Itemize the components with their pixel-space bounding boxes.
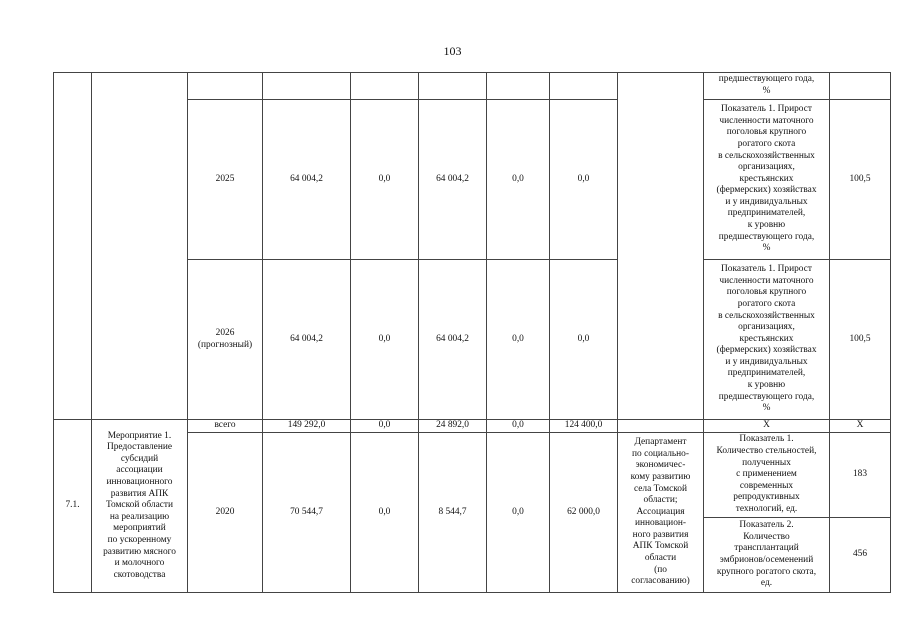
total-cell: 149 292,0 [263, 420, 351, 433]
other-sources-cell: 0,0 [550, 260, 618, 420]
measure-name-cell [92, 73, 188, 420]
other-sources-cell: 124 400,0 [550, 420, 618, 433]
total-cell: 64 004,2 [263, 260, 351, 420]
total-cell: 70 544,7 [263, 433, 351, 593]
year-cell: 2020 [188, 433, 263, 593]
table-row [54, 73, 891, 100]
number-cell [54, 73, 92, 420]
regional-budget-cell: 64 004,2 [419, 260, 487, 420]
year-cell: 2026 (прогнозный) [188, 260, 263, 420]
regional-budget-cell: 8 544,7 [419, 433, 487, 593]
year-cell [188, 73, 263, 100]
indicator-cell: предшествующего года, % [704, 73, 830, 100]
budget-table [53, 72, 891, 593]
federal-budget-cell: 0,0 [351, 260, 419, 420]
executor-cell [618, 73, 704, 420]
other-sources-cell: 0,0 [550, 100, 618, 260]
indicator-cell: Показатель 1. Прирост численности маточного поголовья крупного рогатого скота в сельскохозяйственных организациях, крестьянских (фермерских) хозяйствах и у индивидуальных предпринимателей, к уровню предшествующего года, % [704, 100, 830, 260]
year-cell: 2025 [188, 100, 263, 260]
indicator-value-cell: 456 [830, 518, 891, 593]
page-number: 103 [443, 44, 462, 58]
other-sources-cell: 62 000,0 [550, 433, 618, 593]
indicator-cell: Показатель 2. Количество трансплантаций эмбрионов/осеменений крупного рогатого скота, ед. [704, 518, 830, 593]
executor-cell: Департамент по социально- экономичес- кому развитию села Томской области; Ассоциация инновацион- ного развития АПК Томской области (по согласованию) [618, 433, 704, 593]
indicator-value-cell: 100,5 [830, 100, 891, 260]
local-budget-cell: 0,0 [487, 420, 550, 433]
table-row [54, 420, 891, 433]
other-sources-cell [550, 73, 618, 100]
regional-budget-cell [419, 73, 487, 100]
year-cell: всего [188, 420, 263, 433]
indicator-value-cell: 100,5 [830, 260, 891, 420]
measure-name-cell: Мероприятие 1. Предоставление субсидий ассоциации инновационного развития АПК Томской области на реализацию мероприятий по ускоренному развитию мясного и молочного скотоводства [92, 420, 188, 593]
indicator-value-cell [830, 73, 891, 100]
federal-budget-cell [351, 73, 419, 100]
local-budget-cell: 0,0 [487, 260, 550, 420]
local-budget-cell: 0,0 [487, 100, 550, 260]
federal-budget-cell: 0,0 [351, 420, 419, 433]
indicator-cell: Показатель 1. Количество стельностей, полученных с применением современных репродуктивных технологий, ед. [704, 433, 830, 518]
federal-budget-cell: 0,0 [351, 100, 419, 260]
number-cell: 7.1. [54, 420, 92, 593]
local-budget-cell [487, 73, 550, 100]
federal-budget-cell: 0,0 [351, 433, 419, 593]
regional-budget-cell: 24 892,0 [419, 420, 487, 433]
executor-cell [618, 420, 704, 433]
total-cell: 64 004,2 [263, 100, 351, 260]
local-budget-cell: 0,0 [487, 433, 550, 593]
indicator-value-cell: Х [830, 420, 891, 433]
total-cell [263, 73, 351, 100]
indicator-cell: Х [704, 420, 830, 433]
regional-budget-cell: 64 004,2 [419, 100, 487, 260]
indicator-cell: Показатель 1. Прирост численности маточного поголовья крупного рогатого скота в сельскохозяйственных организациях, крестьянских (фермерских) хозяйствах и у индивидуальных предпринимателей, к уровню предшествующего года, % [704, 260, 830, 420]
indicator-value-cell: 183 [830, 433, 891, 518]
